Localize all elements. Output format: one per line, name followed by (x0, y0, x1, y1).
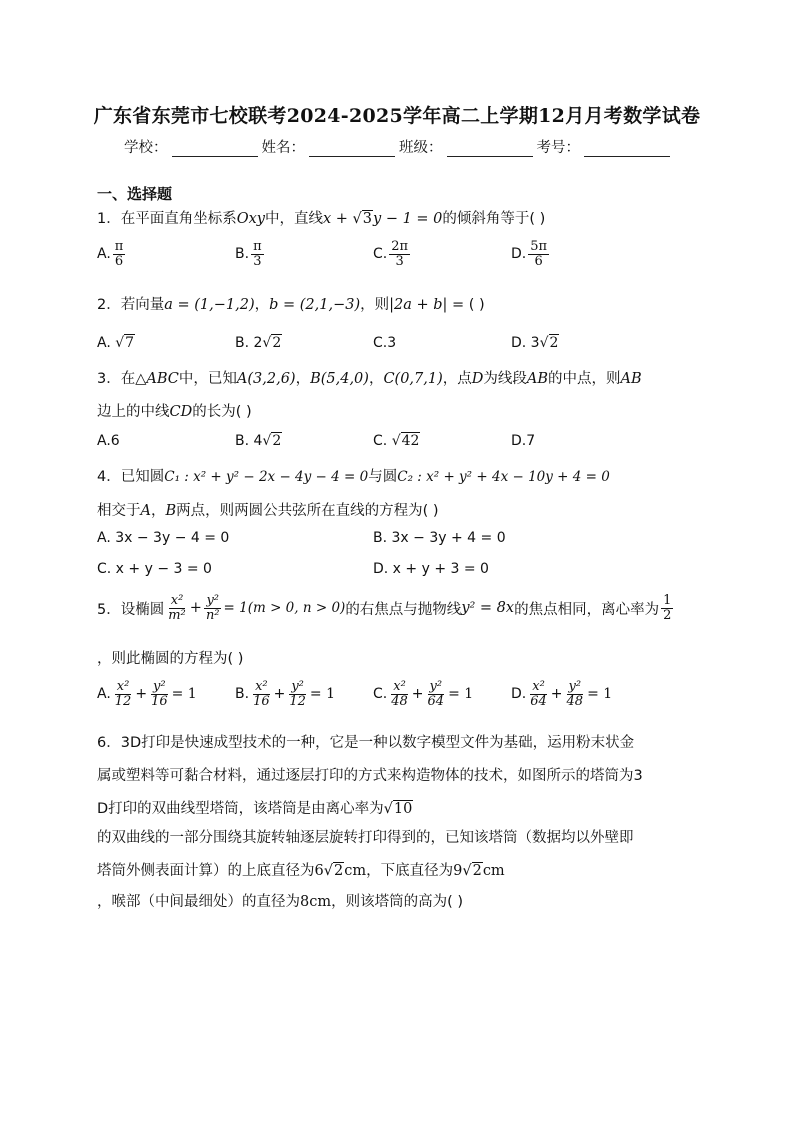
name-field[interactable] (309, 140, 395, 157)
exam-number-field[interactable] (584, 140, 670, 157)
question-6-line5: 塔筒外侧表面计算）的上底直径为6√2cm，下底直径为9√2cm (97, 863, 505, 879)
question-4: 4．已知圆C₁ : x² + y² − 2x − 4y − 4 = 0与圆C₂ : x² + y² + 4x − 10y + 4 = 0 (97, 469, 610, 485)
school-label: 学校： (124, 140, 168, 156)
question-6-line4: 的双曲线的一部分围绕其旋转轴逐层旋转打印得到的，已知该塔筒（数据均以外壁即 (97, 830, 634, 846)
q1-option-b[interactable]: B. $\frac{\pi}{3}$ (235, 239, 262, 269)
question-4-line2: 相交于A，B两点，则两圆公共弦所在直线的方程为( ) (97, 503, 439, 519)
question-6-line2: 属或塑料等可黏合材料，通过逐层打印的方式来构造物体的技术，如图所示的塔筒为3 (97, 768, 643, 784)
q1-option-c[interactable]: C. $\frac{2\pi}{3}$ (373, 239, 409, 269)
question-2: 2．若向量a = (1,−1,2)，b = (2,1,−3)，则|2a + b| = ( ) (97, 297, 485, 313)
q2-option-d[interactable]: D. 3√2 (511, 335, 559, 351)
q5-option-c[interactable]: C. $\frac{\text{x²}}{48}$ + $\frac{\text{y²}}{64}$ = 1 (373, 679, 474, 709)
school-field[interactable] (172, 140, 258, 157)
section-heading: 一、选择题 (97, 185, 173, 203)
question-6-line6: ，喉部（中间最细处）的直径为8cm，则该塔筒的高为( ) (97, 894, 464, 910)
q2-option-b[interactable]: B. 2√2 (235, 335, 282, 351)
class-field[interactable] (447, 140, 533, 157)
student-info-row (124, 136, 674, 157)
q4-option-b[interactable]: B. 3x − 3y + 4 = 0 (373, 530, 506, 546)
q4-option-a[interactable]: A. 3x − 3y − 4 = 0 (97, 530, 230, 546)
question-3: 3．在△ABC中，已知A(3,2,6)，B(5,4,0)，C(0,7,1)，点D为线段AB的中点，则AB (97, 371, 642, 387)
q5-option-a[interactable]: A. $\frac{\text{x²}}{12}$ + $\frac{\text{y²}}{16}$ = 1 (97, 679, 197, 709)
q2-option-a[interactable]: A. √7 (97, 335, 135, 351)
page-title: 广东省东莞市七校联考2024-2025学年高二上学期12月月考数学试卷 (93, 105, 701, 127)
class-label: 班级： (399, 140, 443, 156)
q3-option-a[interactable]: A.6 (97, 433, 120, 449)
q1-option-a[interactable]: A. $\frac{\pi}{6}$ (97, 239, 124, 269)
q5-option-b[interactable]: B. $\frac{\text{x²}}{16}$ + $\frac{\text{y²}}{12}$ = 1 (235, 679, 335, 709)
q1-option-d[interactable]: D. $\frac{5\pi}{6}$ (511, 239, 548, 269)
question-3-line2: 边上的中线CD的长为( ) (97, 404, 252, 420)
q2-option-c[interactable]: C.3 (373, 335, 397, 351)
question-5: 5．设椭圆 $\frac{\text{x²}}{\text{m²}}$ + $\frac{\text{y²}}{\text{n²}}$ = 1(m > 0, n > 0) 的右焦点与抛物线 y² = 8x 的焦点相同，离心率为 $\frac{1}{2}$ (97, 593, 672, 623)
q3-option-b[interactable]: B. 4√2 (235, 433, 282, 449)
q3-option-c[interactable]: C. √42 (373, 433, 420, 449)
q5-option-d[interactable]: D. $\frac{\text{x²}}{64}$ + $\frac{\text{y²}}{48}$ = 1 (511, 679, 613, 709)
question-6-line3: D打印的双曲线型塔筒，该塔筒是由离心率为√10 (97, 801, 413, 817)
q4-option-d[interactable]: D. x + y + 3 = 0 (373, 561, 489, 577)
number-label: 考号： (536, 140, 580, 156)
question-6-line1: 6．3D打印是快速成型技术的一种，它是一种以数字模型文件为基础，运用粉末状金 (97, 735, 635, 751)
q4-option-c[interactable]: C. x + y − 3 = 0 (97, 561, 212, 577)
name-label: 姓名： (261, 140, 305, 156)
q3-option-d[interactable]: D.7 (511, 433, 536, 449)
question-5-line2: ，则此椭圆的方程为( ) (97, 651, 244, 667)
question-1: 1．在平面直角坐标系Oxy中，直线x + √3y − 1 = 0的倾斜角等于( ) (97, 211, 546, 227)
